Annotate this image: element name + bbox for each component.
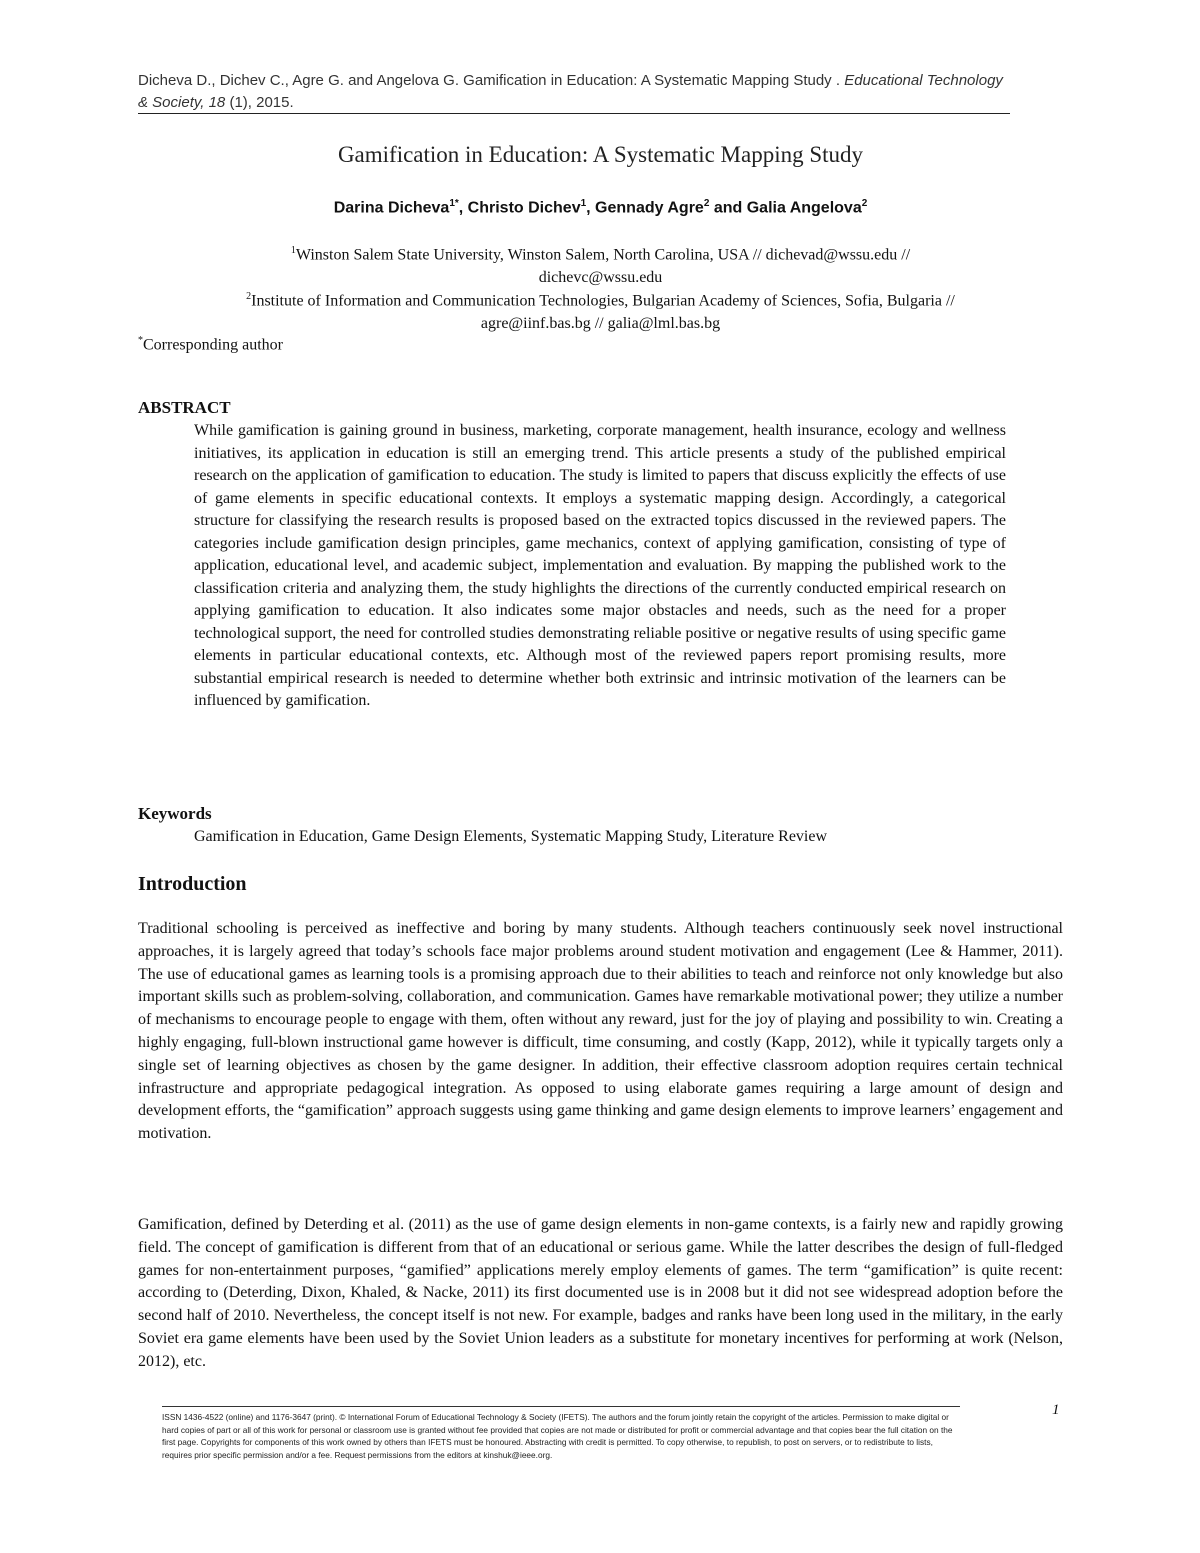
paper-title: Gamification in Education: A Systematic Mapping Study	[337, 142, 864, 167]
header-journal: Educational Technology & Society, 18	[138, 72, 1003, 111]
author-affiliation-mark: 2	[703, 198, 710, 209]
corresponding-author-note	[138, 330, 283, 356]
affiliation-mark: 1	[290, 245, 296, 256]
corresponding-mark: *	[138, 335, 143, 346]
affiliation-line: dichevc@wssu.edu	[538, 269, 663, 287]
header-issue: (1), 2015.	[225, 94, 294, 111]
author-name: Galia Angelova	[746, 199, 862, 217]
keywords-list: Gamification in Education, Game Design Elements, Systematic Mapping Study, Literature Review	[194, 828, 828, 845]
affiliation-1	[138, 239, 1063, 289]
keywords-heading: Keywords	[138, 804, 212, 823]
author-name: Christo Dichev	[467, 199, 581, 217]
affiliation-line: agre@iinf.bas.bg // galia@lml.bas.bg	[480, 315, 721, 333]
page-number: 1	[1052, 1402, 1060, 1418]
author-affiliation-mark: 2	[861, 198, 868, 209]
copyright-footnote: ISSN 1436-4522 (online) and 1176-3647 (print). © International Forum of Educational Technology & Society (IFETS). The authors and the forum jointly retain the copyright of the articles. Permission to make digital or hard copies of part or all of this work for personal or classroom use is granted without fee provided that copies are not made or distributed for profit or commercial advantage and that copies bear the full citation on the first page. Copyrights for components of this work owned by others than IFETS must be honoured. Abstracting with credit is permitted. To copy otherwise, to republish, to post on servers, or to redistribute to lists, requires prior specific permission and/or a fee. Request permissions from the editors at kinshuk@ieee.org.	[162, 1412, 953, 1460]
affiliation-line	[138, 239, 1063, 266]
footer-divider	[162, 1406, 960, 1407]
header-citation: Dicheva D., Dichev C., Agre G. and Angelova G. Gamification in Education: A Systematic Mapping Study .	[138, 72, 845, 89]
affiliation-text: Winston Salem State University, Winston Salem, North Carolina, USA // dichevad@wssu.edu //	[295, 246, 911, 264]
affiliation-2	[138, 285, 1063, 335]
affiliation-line	[138, 285, 1063, 312]
running-header	[138, 70, 1010, 114]
intro-paragraph-2: Gamification, defined by Deterding et al. (2011) as the use of game design elements in non-game contexts, is a fairly new and rapidly growing field. The concept of gamification is different from that of an educational or serious game. While the latter describes the design of full-fledged games for non-entertainment purposes, “gamified” applications merely employ elements of games. The term “gamification” is quite recent: according to (Deterding, Dixon, Khaled, & Nacke, 2011) its first documented use is in 2008 but it did not see widespread adoption before the second half of 2010. Nevertheless, the concept itself is not new. For example, badges and ranks have been long used in the military, in the early Soviet era game elements have been used by the Soviet Union leaders as a substitute for monetary incentives for performing at work (Nelson, 2012), etc.	[138, 1216, 1063, 1370]
abstract-heading: ABSTRACT	[138, 398, 231, 417]
author-name: Darina Dicheva	[333, 199, 450, 217]
affiliation-text: Institute of Information and Communication Technologies, Bulgarian Academy of Sciences, Sofia, Bulgaria //	[251, 292, 955, 310]
intro-paragraph-1: Traditional schooling is perceived as ineffective and boring by many students. Although teachers continuously seek novel instructional approaches, it is largely agreed that today’s schools face major problems around student motivation and engagement (Lee & Hammer, 2011). The use of educational games as learning tools is a promising approach due to their abilities to teach and reinforce not only knowledge but also important skills such as problem-solving, collaboration, and communication. Games have remarkable motivational power; they utilize a number of mechanisms to encourage people to engage with them, often without any reward, just for the joy of playing and possibility to win. Creating a highly engaging, full-blown instructional game however is difficult, time consuming, and costly (Kapp, 2012), while it typically targets only a single set of learning objectives as chosen by the game designer. In addition, their effective classroom adoption requires certain technical infrastructure and appropriate pedagogical integration. As opposed to using elaborate games requiring a large amount of design and development efforts, the “gamification” approach suggests using game thinking and game design elements to improve learners’ engagement and motivation.	[138, 920, 1063, 1143]
header-divider	[138, 113, 1010, 114]
author-name: Gennady Agre	[595, 199, 704, 217]
abstract-body: While gamification is gaining ground in business, marketing, corporate management, health insurance, ecology and wellness initiatives, its application in education is still an emerging trend. This article presents a study of the published empirical research on the application of gamification to education. The study is limited to papers that discuss explicitly the effects of use of game elements in specific educational contexts. It employs a systematic mapping design. Accordingly, a categorical structure for classifying the research results is proposed based on the extracted topics discussed in the reviewed papers. The categories include gamification design principles, game mechanics, context of applying gamification, consisting of type of application, educational level, and academic subject, implementation and evaluation. By mapping the published work to the classification criteria and analyzing them, the study highlights the directions of the currently conducted empirical research on applying gamification to education. It also indicates some major obstacles and needs, such as the need for a proper technological support, the need for controlled studies demonstrating reliable positive or negative results of using specific game elements in particular educational contexts, etc. Although most of the reviewed papers report promising results, more substantial empirical research is needed to determine whether both extrinsic and intrinsic motivation of the learners can be influenced by gamification.	[194, 422, 1006, 709]
author-separator: ,	[586, 199, 596, 217]
author-separator: ,	[458, 199, 468, 217]
corresponding-text: Corresponding author	[143, 336, 283, 354]
introduction-heading: Introduction	[138, 873, 247, 895]
author-affiliation-mark: 1*	[449, 198, 459, 209]
author-list	[138, 192, 1063, 220]
author-affiliation-mark: 1	[580, 198, 587, 209]
affiliation-mark: 2	[246, 291, 252, 302]
author-separator: and	[709, 199, 747, 217]
